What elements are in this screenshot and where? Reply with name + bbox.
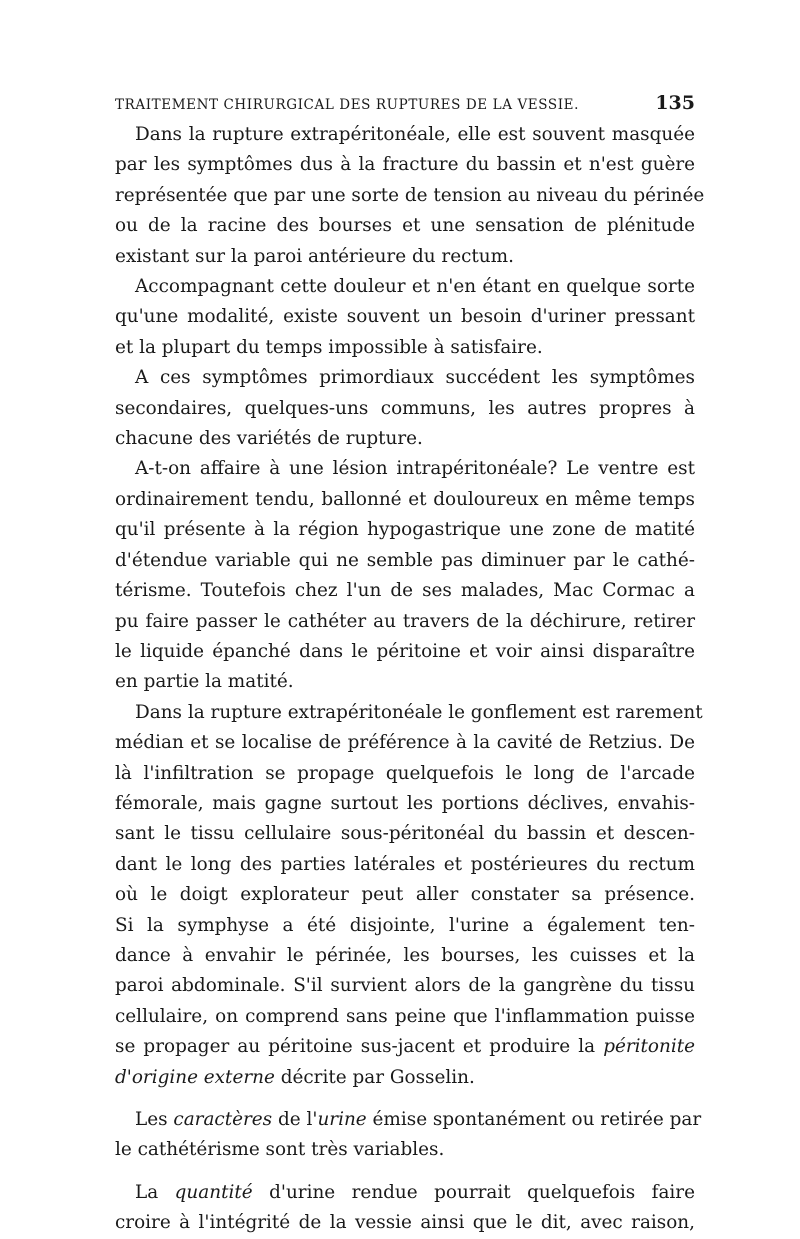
text-line: cellulaire, on comprend sans peine que l'inflammation puisse	[115, 1005, 695, 1027]
running-title: TRAITEMENT CHIRURGICAL DES RUPTURES DE LA VESSIE.	[115, 97, 579, 113]
text-run: d'urine rendue pourrait quelquefois faire	[269, 1181, 695, 1203]
text-line: ou de la racine des bourses et une sensation de plénitude	[115, 215, 695, 237]
text-line: chacune des variétés de rupture.	[115, 428, 423, 450]
text-line: A-t-on affaire à une lésion intrapéritonéale? Le ventre est	[135, 458, 695, 480]
text-line	[115, 1032, 695, 1062]
text-run: de l'	[277, 1109, 318, 1130]
text-line: dant le long des parties latérales et postérieures du rectum	[115, 853, 695, 875]
text-run: émise spontanément ou retirée par	[372, 1109, 702, 1130]
text-line: d'étendue variable qui ne semble pas diminuer par le cathé-	[115, 549, 695, 571]
text-line	[115, 1105, 702, 1135]
text-line: fémorale, mais gagne surtout les portions déclives, envahis-	[115, 792, 695, 814]
text-line: paroi abdominale. S'il survient alors de la gangrène du tissu	[115, 975, 695, 997]
text-line: térisme. Toutefois chez l'un de ses malades, Mac Cormac a	[115, 580, 695, 602]
text-line: secondaires, quelques-uns communs, les autres propres à	[115, 397, 695, 419]
text-line: Accompagnant cette douleur et n'en étant en quelque sorte	[135, 276, 695, 298]
text-line: le cathétérisme sont très variables.	[115, 1139, 445, 1161]
paragraph-2	[115, 272, 695, 363]
text-line: et la plupart du temps impossible à satisfaire.	[115, 336, 543, 358]
text-line: médian et se localise de préférence à la cavité de Retzius. De	[115, 732, 695, 754]
text-line: existant sur la paroi antérieure du rectum.	[115, 245, 514, 267]
paragraph-6	[115, 1105, 702, 1166]
paragraph-3	[115, 363, 695, 454]
text-line: pu faire passer le cathéter au travers de la déchirure, retirer	[115, 610, 695, 632]
paragraph-7	[115, 1178, 695, 1239]
text-line: par les symptômes dus à la fracture du bassin et n'est guère	[115, 154, 695, 176]
paragraph-1	[115, 120, 705, 272]
paragraph-5	[115, 698, 703, 1093]
text-line: croire à l'intégrité de la vessie ainsi que le dit, avec raison,	[115, 1212, 695, 1234]
text-line: ordinairement tendu, ballonné et douloureux en même temps	[115, 488, 695, 510]
text-line: où le doigt explorateur peut aller constater sa présence.	[115, 884, 695, 906]
text-line	[115, 1063, 695, 1093]
text-run: décrite par Gosselin.	[280, 1066, 475, 1088]
text-line: Dans la rupture extrapéritonéale le gonflement est rarement	[135, 701, 703, 723]
text-line: le liquide épanché dans le péritoine et voir ainsi disparaître	[115, 640, 695, 662]
text-line: Si la symphyse a été disjointe, l'urine a également ten-	[115, 914, 695, 936]
text-run: Les	[135, 1109, 168, 1130]
italic-term: caractères	[173, 1109, 273, 1130]
text-line: Dans la rupture extrapéritonéale, elle est souvent masquée	[135, 124, 695, 145]
paragraph-4	[115, 454, 695, 697]
text-line: représentée que par une sorte de tension au niveau du périnée	[115, 184, 705, 206]
text-line: qu'une modalité, existe souvent un besoin d'uriner pressant	[115, 306, 695, 328]
text-line	[115, 1178, 695, 1208]
text-line: dance à envahir le périnée, les bourses, les cuisses et la	[115, 944, 695, 966]
text-run: se propager au péritoine sus-jacent et produire la	[115, 1036, 596, 1058]
text-line: qu'il présente à la région hypogastrique une zone de matité	[115, 519, 695, 541]
text-run: La	[135, 1181, 159, 1203]
italic-term: péritonite	[603, 1036, 695, 1058]
page-number: 135	[655, 92, 695, 114]
italic-term: quantité	[174, 1181, 253, 1203]
book-page	[115, 92, 705, 1239]
italic-term: d'origine externe	[115, 1066, 275, 1088]
text-line: là l'infiltration se propage quelquefois le long de l'arcade	[115, 762, 695, 784]
text-line: A ces symptômes primordiaux succédent les symptômes	[135, 367, 695, 389]
text-line: en partie la matité.	[115, 671, 294, 693]
running-header	[115, 92, 695, 114]
italic-term: urine	[317, 1109, 367, 1130]
text-line: sant le tissu cellulaire sous-péritonéal du bassin et descen-	[115, 823, 695, 845]
